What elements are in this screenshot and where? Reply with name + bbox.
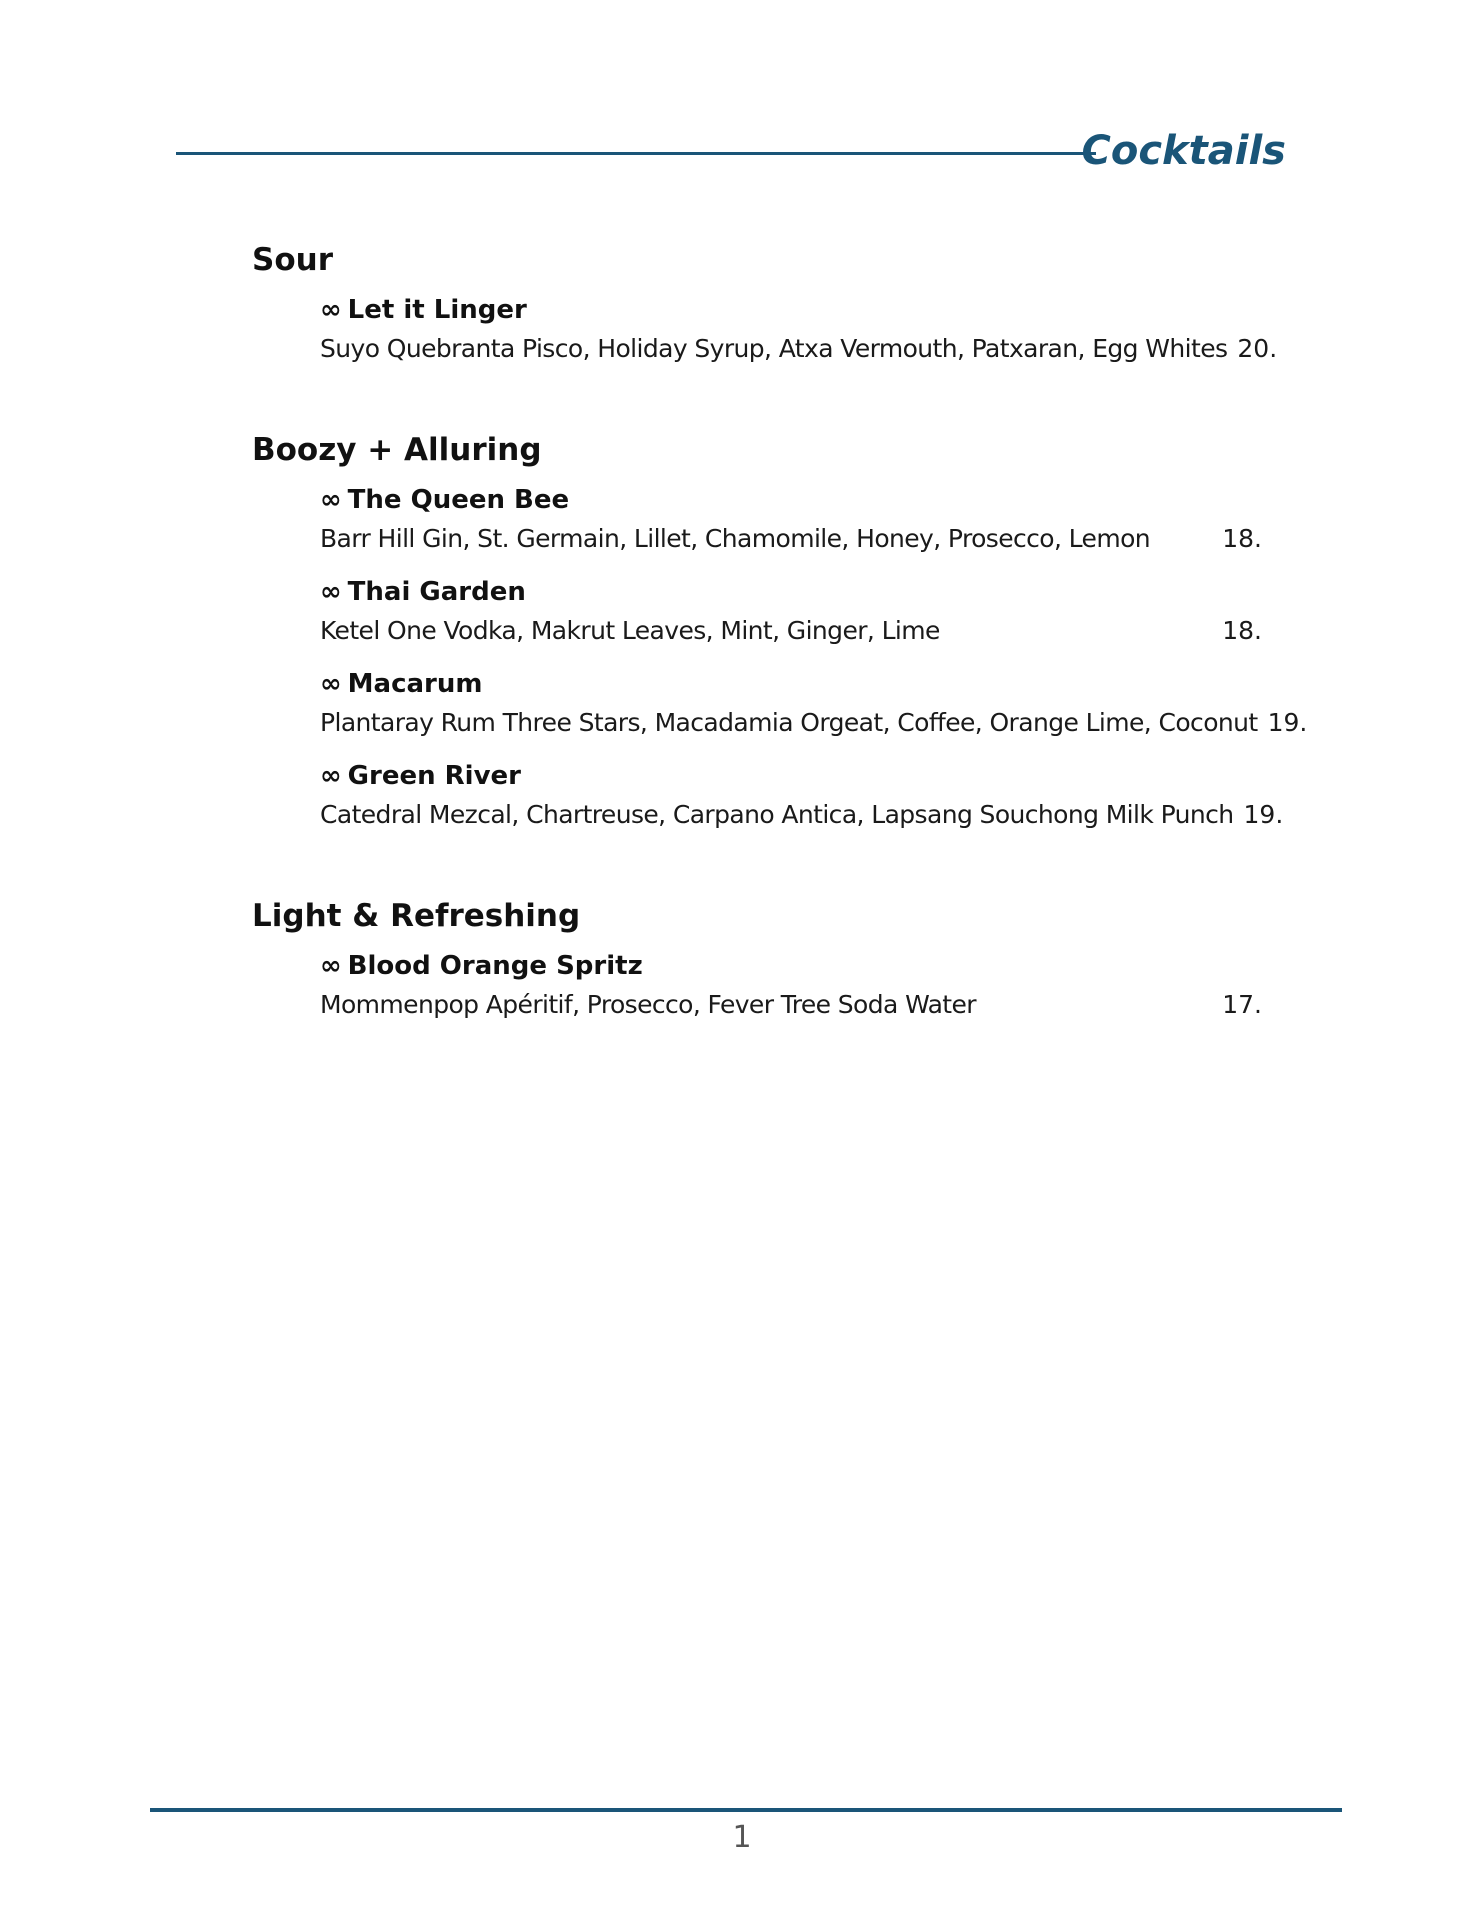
- item-name: Let it Linger: [347, 295, 527, 325]
- menu-section-boozy-alluring: [252, 426, 1308, 834]
- item-name: Blood Orange Spritz: [347, 951, 643, 981]
- header-divider: [176, 152, 1096, 155]
- infinity-icon: ∞: [320, 485, 342, 515]
- section-title: Sour: [252, 242, 333, 278]
- item-price: 18.: [1222, 616, 1262, 645]
- item-name-row: [320, 756, 1262, 796]
- section-title: Boozy + Alluring: [252, 432, 542, 468]
- item-description: Suyo Quebranta Pisco, Holiday Syrup, Atxa Vermouth, Patxaran, Egg Whites: [320, 334, 1228, 363]
- menu-item: [320, 756, 1284, 834]
- item-details: [320, 612, 1262, 650]
- item-price: 18.: [1222, 524, 1262, 553]
- item-details: [320, 704, 1308, 742]
- item-price: 19.: [1267, 708, 1308, 737]
- item-details: [320, 986, 1262, 1024]
- section-title: Light & Refreshing: [252, 898, 581, 934]
- infinity-icon: ∞: [320, 761, 342, 791]
- item-name: Green River: [347, 761, 522, 791]
- item-name-row: [320, 664, 1262, 704]
- item-price: 17.: [1222, 990, 1262, 1019]
- infinity-icon: ∞: [320, 295, 342, 325]
- menu-item: [320, 480, 1262, 558]
- item-name: Thai Garden: [347, 577, 526, 607]
- item-name-row: [320, 290, 1262, 330]
- footer-divider: [150, 1808, 1342, 1812]
- infinity-icon: ∞: [320, 951, 342, 981]
- item-description: Catedral Mezcal, Chartreuse, Carpano Antica, Lapsang Souchong Milk Punch: [320, 800, 1234, 829]
- infinity-icon: ∞: [320, 577, 342, 607]
- page-title: Cocktails: [1081, 128, 1286, 174]
- menu-item: [320, 290, 1278, 368]
- item-price: 20.: [1237, 334, 1278, 363]
- item-details: [320, 520, 1262, 558]
- cocktail-menu: [252, 236, 1308, 1082]
- item-name-row: [320, 480, 1262, 520]
- menu-section-sour: [252, 236, 1278, 368]
- item-name-row: [320, 946, 1262, 986]
- menu-item: [320, 572, 1262, 650]
- item-name: Macarum: [347, 669, 483, 699]
- item-name-row: [320, 572, 1262, 612]
- item-description: Barr Hill Gin, St. Germain, Lillet, Chamomile, Honey, Prosecco, Lemon: [320, 524, 1151, 553]
- menu-item: [320, 664, 1308, 742]
- item-name: The Queen Bee: [347, 485, 570, 515]
- item-description: Ketel One Vodka, Makrut Leaves, Mint, Ginger, Lime: [320, 616, 940, 645]
- item-description: Plantaray Rum Three Stars, Macadamia Orgeat, Coffee, Orange Lime, Coconut: [320, 708, 1258, 737]
- item-price: 19.: [1243, 800, 1284, 829]
- item-description: Mommenpop Apéritif, Prosecco, Fever Tree Soda Water: [320, 990, 976, 1019]
- infinity-icon: ∞: [320, 669, 342, 699]
- page-number: 1: [732, 1820, 752, 1855]
- menu-item: [320, 946, 1262, 1024]
- menu-section-light-refreshing: [252, 892, 1262, 1024]
- item-details: [320, 796, 1284, 834]
- item-details: [320, 330, 1278, 368]
